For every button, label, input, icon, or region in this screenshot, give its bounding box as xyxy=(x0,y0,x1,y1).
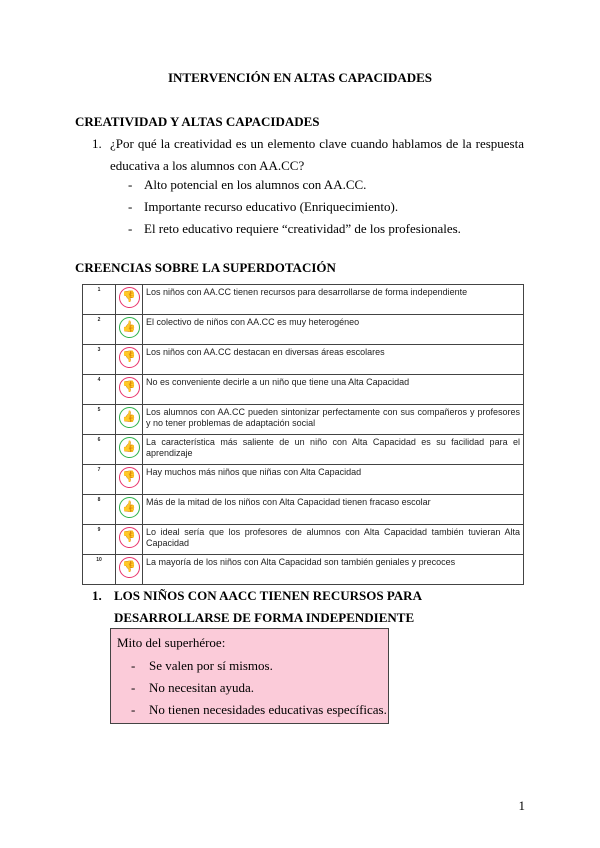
table-row xyxy=(83,435,524,465)
table-row xyxy=(83,285,524,315)
thumbs-up-icon: 👍 xyxy=(119,437,140,458)
myth-item: - No tienen necesidades educativas específicas. xyxy=(131,702,387,717)
thumbs-up-icon: 👍 xyxy=(119,497,140,518)
table-row xyxy=(83,495,524,525)
table-row xyxy=(83,555,524,585)
beliefs-table xyxy=(82,284,524,585)
thumbs-down-icon: 👎 xyxy=(119,287,140,308)
table-row xyxy=(83,525,524,555)
myth-item: - No necesitan ayuda. xyxy=(131,680,255,695)
document-page: INTERVENCIÓN EN ALTAS CAPACIDADES CREATIVIDAD Y ALTAS CAPACIDADES 1. ¿Por qué la creatividad es un elemento clave cuando hablamos de la respuesta educativa a los alumnos con AA.CC? - Alto potencial en los alumnos con AA.CC. - Importante recurso educativo (Enriquecimiento). - El reto educativo requiere “creatividad” de los profesionales. CREENCIAS SOBRE LA SUPERDOTACIÓN 1 👎 Los niños con AA.CC tienen recursos para desarrollarse de forma independiente 2 👍 El colectivo de niños con AA.CC es muy heterogéneo 3 👎 Los niños con AA.CC destacan en diversas áreas escolares 4 👎 No es conveniente decirle a un niño que tiene una Alta Capacidad 5 👍 Los alumnos con AA.CC pueden sintonizar perfectamente con sus compañeros y profesores y no tener problemas de adaptación social 6 👍 La característica más saliente de un niño con Alta Capacidad es su facilidad para el aprendizaje 7 👎 Hay muchos más niños que niñas con Alta Capacidad 8 👍 Más de la mitad de los niños con Alta Capacidad tienen fracaso escolar 9 👎 Lo ideal sería que los profesores de alumnos con Alta Capacidad también tuvieran Alta Capacidad 10 👎 La mayoría de los niños con Alta Capacidad son también geniales y precoces 1. LOS NIÑOS CON AACC TIENEN RECURSOS PARA DESARROLLARSE DE FORMA INDEPENDIENTE Mito del superhéroe: - Se valen por sí mismos. - No necesitan ayuda. - No tienen necesidades educativas específicas. 1 xyxy=(0,0,600,848)
row-number: 6 xyxy=(83,435,116,465)
row-number: 9 xyxy=(83,525,116,555)
thumbs-up-icon: 👍 xyxy=(119,407,140,428)
thumbs-down-icon: 👎 xyxy=(119,377,140,398)
document-title: INTERVENCIÓN EN ALTAS CAPACIDADES xyxy=(167,70,433,85)
table-row xyxy=(83,345,524,375)
row-number: 7 xyxy=(83,465,116,495)
belief-text: El colectivo de niños con AA.CC es muy heterogéneo xyxy=(143,315,524,345)
question-text: ¿Por qué la creatividad es un elemento clave cuando hablamos de la respuesta educativa a los alumnos con AA.CC? xyxy=(110,136,524,173)
belief-text: La mayoría de los niños con Alta Capacidad son también geniales y precoces xyxy=(143,555,524,585)
thumbs-down-icon: 👎 xyxy=(119,557,140,578)
thumbs-down-icon: 👎 xyxy=(119,347,140,368)
belief-text: Más de la mitad de los niños con Alta Capacidad tienen fracaso escolar xyxy=(143,495,524,525)
belief-text: Hay muchos más niños que niñas con Alta Capacidad xyxy=(143,465,524,495)
section-heading-creatividad: CREATIVIDAD Y ALTAS CAPACIDADES xyxy=(75,114,320,129)
thumbs-down-icon: 👎 xyxy=(119,527,140,548)
belief-text: Los niños con AA.CC destacan en diversas áreas escolares xyxy=(143,345,524,375)
table-row xyxy=(83,465,524,495)
table-row xyxy=(83,405,524,435)
belief-text: No es conveniente decirle a un niño que tiene una Alta Capacidad xyxy=(143,375,524,405)
row-number: 2 xyxy=(83,315,116,345)
myth-box-title: Mito del superhéroe: xyxy=(117,635,226,650)
row-number: 1 xyxy=(83,285,116,315)
thumbs-up-icon: 👍 xyxy=(119,317,140,338)
belief-text: La característica más saliente de un niño con Alta Capacidad es su facilidad para el aprendizaje xyxy=(143,435,524,465)
belief-text: Lo ideal sería que los profesores de alumnos con Alta Capacidad también tuvieran Alta Capacidad xyxy=(143,525,524,555)
question-number: 1. xyxy=(92,136,102,151)
myth-box xyxy=(110,628,389,724)
subsection-heading: 1. LOS NIÑOS CON AACC TIENEN RECURSOS PARA DESARROLLARSE DE FORMA INDEPENDIENTE xyxy=(92,588,422,625)
row-number: 10 xyxy=(83,555,116,585)
row-number: 8 xyxy=(83,495,116,525)
table-row xyxy=(83,315,524,345)
myth-item: - Se valen por sí mismos. xyxy=(131,658,273,673)
row-number: 5 xyxy=(83,405,116,435)
row-number: 3 xyxy=(83,345,116,375)
belief-text: Los niños con AA.CC tienen recursos para desarrollarse de forma independiente xyxy=(143,285,524,315)
section-heading-creencias: CREENCIAS SOBRE LA SUPERDOTACIÓN xyxy=(75,260,336,275)
row-number: 4 xyxy=(83,375,116,405)
table-row xyxy=(83,375,524,405)
thumbs-down-icon: 👎 xyxy=(119,467,140,488)
belief-text: Los alumnos con AA.CC pueden sintonizar perfectamente con sus compañeros y profesores y no tener problemas de adaptación social xyxy=(143,405,524,435)
page-number: 1 xyxy=(518,798,525,813)
question-1 xyxy=(92,133,524,177)
